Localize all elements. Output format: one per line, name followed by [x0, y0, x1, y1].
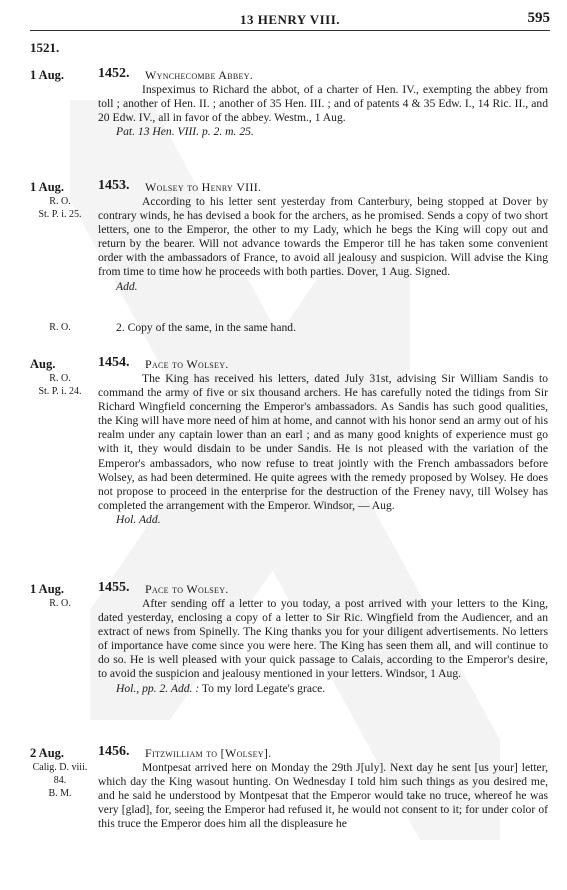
- entry-source-note: Add.: [116, 279, 138, 293]
- entry-paragraph: After sending off a letter to you today, a post arrived with your letters to the King, dated yesterday, enclosing a copy of a letter to Sir Ric. Wingfield from the Audiencer, and an extract of news from Spinelly. The King thanks you for your diligent advertisements. No letters of importance have come since you were here. The King has seen them all, and will continue to do so. He is well pleased with your quick passage to Calais, according to the Emperor's desire, to avoid the suspicion and jealousy mentioned in your letters. Windsor, 1 Aug.: [98, 597, 548, 681]
- entry-heading: Pace to Wolsey.: [145, 582, 229, 596]
- sub-entry-reference: R. O.: [49, 322, 71, 333]
- header-title: 13 HENRY VIII.: [239, 12, 341, 27]
- reference: 84.: [53, 775, 67, 786]
- entry-date: 1 Aug.: [30, 180, 65, 194]
- reference: St. P. i. 24.: [38, 386, 82, 397]
- entry-date: 1 Aug.: [30, 68, 65, 82]
- entry-date: 2 Aug.: [30, 746, 65, 760]
- entry-body: [98, 195, 548, 294]
- reference: Calig. D. viii.: [32, 762, 88, 773]
- entry-source-note: Pat. 13 Hen. VIII. p. 2. m. 25.: [116, 125, 254, 139]
- entry-number: 1453.: [98, 178, 130, 193]
- page-number: 595: [527, 10, 550, 26]
- entry-body: [98, 83, 548, 139]
- reference: B. M.: [48, 788, 72, 799]
- address-line: To my lord Legate's grace.: [199, 681, 326, 695]
- entry-paragraph: Inspeximus to Richard the abbot, of a charter of Hen. IV., exempting the abbey from toll ; another of Hen. II. ; another of 35 Hen. III. ; and of patents 4 & 35 Edw. I., 14 Ric. II., and 20 Edw. IV., all in favor of the abbey. Westm., 1 Aug.: [98, 83, 548, 125]
- running-header: [30, 8, 550, 31]
- entry-references: [30, 761, 90, 800]
- entry-paragraph: Montpesat arrived here on Monday the 29th J[uly]. Next day he sent [us your] letter, which day the King wasout hunting. On Wednesday I told him such things as you desired me, and he said he understood by Montpesat that the Emperor would take no truce, whereof he was very [glad], for, seeing the Emperor had refused it, he would not consent to it; for under color of this truce the Emperor does him all the displeasure he: [98, 761, 548, 831]
- year-label: 1521.: [30, 40, 60, 55]
- entry-heading: Wynchecombe Abbey.: [145, 68, 254, 82]
- entry-date: Aug.: [30, 357, 56, 371]
- entry-heading: Fitzwilliam to [Wolsey].: [145, 746, 272, 760]
- sub-entry-text: 2. Copy of the same, in the same hand.: [116, 321, 296, 334]
- entry-references: [30, 372, 90, 398]
- entry-source-note: [98, 682, 548, 696]
- entry-number: 1456.: [98, 744, 130, 759]
- source-note-italic: Hol., pp. 2. Add. :: [116, 681, 200, 695]
- entry-date: 1 Aug.: [30, 582, 65, 596]
- entry-body: [98, 597, 548, 696]
- reference: R. O.: [49, 196, 71, 207]
- entry-number: 1452.: [98, 66, 130, 81]
- entry-number: 1455.: [98, 580, 130, 595]
- entry-paragraph: According to his letter sent yesterday from Canterbury, being stopped at Dover by contrary winds, he has devised a book for the archers, as he promised. Sends a copy of two short letters, one to the Emperor, the other to my Lady, which he begs the King will copy out and return by the bearer. Will not advance towards the Emperor till he has taken some convenient order with the ambassadors of France, to avoid all jealousy and suspicion. Will advise the King from time to time how he proceeds with both parties. Dover, 1 Aug. Signed.: [98, 195, 548, 279]
- entry-heading: Wolsey to Henry VIII.: [145, 180, 262, 194]
- entry-references: [30, 597, 90, 610]
- entry-paragraph: The King has received his letters, dated July 31st, advising Sir William Sandis to command the army of five or six thousand archers. He has carefully noted the tidings from Sir Richard Wingfield concerning the Emperor's ambassadors. As Sandis has such good qualities, the King will have more need of him at home, and cannot with his honor send an army out of his realm under any captain lower than an earl ; and as many good knights of experience must go with it, they would disdain to be under Sandis. He is not pleased with the variation of the Emperor's ambassadors, who now refuse to treat jointly with the French ambassadors before Wolsey, as had been determined. He quite agrees with the remedy proposed by Wolsey. He does not propose to proceed in the enterprise for the destruction of the Freney navy, till Wolsey has completed the arrangement with the Emperor. Windsor, — Aug.: [98, 372, 548, 512]
- entry-source-note: Hol. Add.: [116, 512, 161, 526]
- entry-references: [30, 195, 90, 221]
- entry-body: [98, 761, 548, 831]
- entry-number: 1454.: [98, 355, 130, 370]
- entry-heading: Pace to Wolsey.: [145, 357, 229, 371]
- entry-body: [98, 372, 548, 527]
- reference: R. O.: [49, 373, 71, 384]
- reference: R. O.: [49, 598, 71, 609]
- reference: St. P. i. 25.: [38, 209, 82, 220]
